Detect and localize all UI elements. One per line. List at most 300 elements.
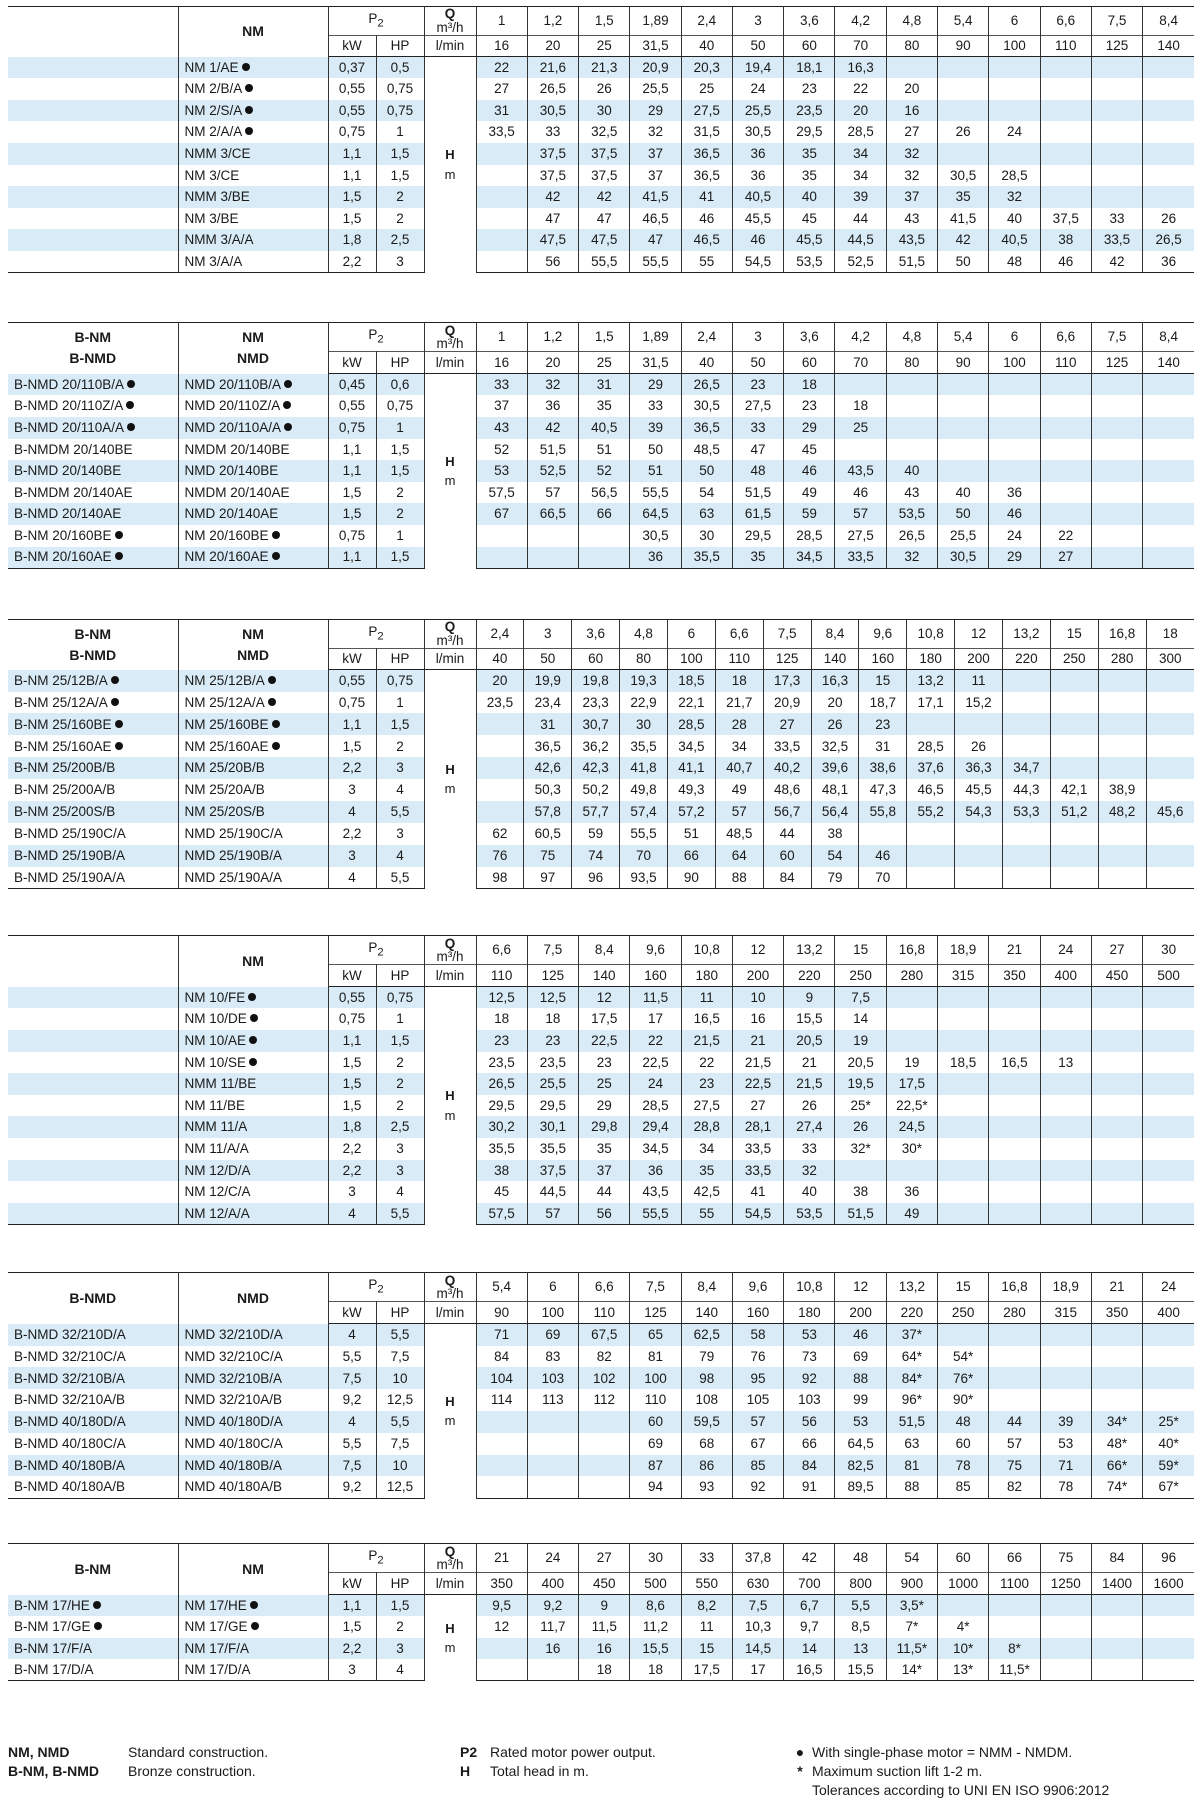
flow-lmin-value: 180 xyxy=(907,648,955,670)
head-value: 28,5 xyxy=(784,525,835,547)
head-value: 54 xyxy=(681,482,732,504)
column-header-q-m3h xyxy=(424,7,476,36)
head-value: 22,5 xyxy=(732,1073,783,1095)
head-value: 16 xyxy=(579,1638,630,1660)
flow-lmin-value: 200 xyxy=(835,1302,886,1324)
head-value xyxy=(1040,57,1091,79)
power-hp-cell: 2 xyxy=(376,735,424,757)
head-value: 25,5 xyxy=(630,78,681,100)
unit-hp: HP xyxy=(376,648,424,670)
head-value: 85 xyxy=(732,1455,783,1477)
head-value: 27,5 xyxy=(732,395,783,417)
head-value: 9 xyxy=(784,987,835,1009)
head-value: 50 xyxy=(681,460,732,482)
head-value: 37 xyxy=(579,1160,630,1182)
pump-row xyxy=(8,186,1194,208)
head-value: 43 xyxy=(476,417,527,439)
single-phase-dot-icon xyxy=(272,552,280,560)
model-name: NM 3/BE xyxy=(184,210,239,226)
model-bronze-cell xyxy=(8,713,178,735)
head-value xyxy=(1146,735,1194,757)
power-kw-cell: 0,55 xyxy=(328,78,376,100)
single-phase-dot-icon xyxy=(115,720,123,728)
pump-row xyxy=(8,1659,1194,1681)
head-value: 13 xyxy=(1040,1052,1091,1074)
head-value xyxy=(1040,1203,1091,1225)
head-value: 84 xyxy=(784,1455,835,1477)
head-value: 63 xyxy=(886,1433,937,1455)
head-value: 64* xyxy=(886,1346,937,1368)
flow-m3h-value: 84 xyxy=(1091,1544,1142,1573)
head-value: 34 xyxy=(835,165,886,187)
flow-m3h-value: 7,5 xyxy=(1091,323,1142,352)
unit-m: m xyxy=(444,1107,456,1123)
model-cell xyxy=(178,1659,328,1681)
head-value: 34,5 xyxy=(667,735,715,757)
head-value: 48 xyxy=(732,460,783,482)
flow-lmin-value: 50 xyxy=(732,352,783,374)
legend-text: Tolerances according to UNI EN ISO 9906:2012 xyxy=(812,1782,1110,1798)
head-value xyxy=(1143,165,1194,187)
head-value xyxy=(1040,78,1091,100)
head-value: 47 xyxy=(732,439,783,461)
model-bronze-cell xyxy=(8,1324,178,1346)
power-kw-cell: 1,1 xyxy=(328,713,376,735)
head-value: 20,3 xyxy=(681,57,732,79)
power-hp-cell: 1,5 xyxy=(376,439,424,461)
unit-lmin: l/min xyxy=(424,352,476,374)
model-bronze-cell xyxy=(8,165,178,187)
model-cell xyxy=(178,1411,328,1433)
head-value: 42 xyxy=(1091,251,1142,273)
flow-m3h-value: 75 xyxy=(1040,1544,1091,1573)
head-value xyxy=(1143,1008,1194,1030)
q-label: Q xyxy=(444,6,456,22)
flow-m3h-value: 4,8 xyxy=(886,7,937,36)
column-header-q-m3h xyxy=(424,936,476,965)
head-value: 11,7 xyxy=(527,1616,578,1638)
head-value: 46 xyxy=(989,503,1040,525)
header-row-flow-m3h xyxy=(8,1273,1194,1302)
head-value xyxy=(1143,525,1194,547)
head-value: 45,5 xyxy=(955,779,1003,801)
head-value: 81 xyxy=(630,1346,681,1368)
head-value: 23,4 xyxy=(524,692,572,714)
head-value: 40,2 xyxy=(763,757,811,779)
flow-lmin-value: 70 xyxy=(835,352,886,374)
unit-m: m xyxy=(444,1413,456,1429)
q-label: Q xyxy=(444,935,456,951)
legend-text: Rated motor power output. xyxy=(490,1744,656,1760)
performance-table xyxy=(8,1543,1194,1681)
performance-table xyxy=(8,322,1194,569)
flow-m3h-value: 6,6 xyxy=(1040,7,1091,36)
head-value xyxy=(476,801,524,823)
head-value: 46 xyxy=(859,845,907,867)
head-value: 18,5 xyxy=(938,1052,989,1074)
flow-lmin-value: 40 xyxy=(681,352,732,374)
head-value xyxy=(907,823,955,845)
column-header-model: NM xyxy=(178,936,328,987)
head-value: 78 xyxy=(938,1455,989,1477)
head-value: 31,5 xyxy=(681,121,732,143)
head-value: 23 xyxy=(784,78,835,100)
head-value xyxy=(476,1476,527,1498)
head-value xyxy=(476,1659,527,1681)
head-value xyxy=(938,1324,989,1346)
head-value: 34 xyxy=(835,143,886,165)
head-value xyxy=(938,1030,989,1052)
head-value: 46,5 xyxy=(907,779,955,801)
flow-lmin-value: 40 xyxy=(681,35,732,57)
head-value: 22 xyxy=(835,78,886,100)
flow-lmin-value: 125 xyxy=(1091,352,1142,374)
flow-m3h-value: 21 xyxy=(476,1544,527,1573)
model-name: NMD 32/210C/A xyxy=(184,1348,283,1364)
head-value: 75 xyxy=(524,845,572,867)
head-value xyxy=(1091,1116,1142,1138)
model-bronze-cell xyxy=(8,1346,178,1368)
single-phase-dot-icon xyxy=(283,401,291,409)
flow-m3h-value: 10,8 xyxy=(907,620,955,649)
header-row-flow-m3h xyxy=(8,936,1194,965)
q-label: Q xyxy=(444,322,456,338)
head-value: 60 xyxy=(763,845,811,867)
flow-m3h-value: 48 xyxy=(835,1544,886,1573)
model-name: NMD 20/110Z/A xyxy=(184,398,281,414)
power-kw-cell: 0,55 xyxy=(328,395,376,417)
head-value: 42,1 xyxy=(1050,779,1098,801)
flow-m3h-value: 8,4 xyxy=(681,1273,732,1302)
head-h-label xyxy=(424,1595,476,1681)
power-hp-cell: 1,5 xyxy=(376,713,424,735)
pump-row xyxy=(8,1595,1194,1617)
flow-m3h-value: 42 xyxy=(784,1544,835,1573)
head-value: 71 xyxy=(476,1324,527,1346)
head-value: 28,5 xyxy=(630,1095,681,1117)
unit-m: m xyxy=(444,781,456,797)
flow-m3h-value: 3,6 xyxy=(784,323,835,352)
head-value xyxy=(1143,1203,1194,1225)
head-value xyxy=(1091,1052,1142,1074)
power-hp-cell: 7,5 xyxy=(376,1346,424,1368)
model-bronze-cell xyxy=(8,735,178,757)
model-bronze-name: B-NMD 32/210D/A xyxy=(14,1326,126,1342)
pump-row xyxy=(8,374,1194,396)
model-name: NM 25/20S/B xyxy=(184,804,265,820)
head-value: 30,7 xyxy=(572,713,620,735)
single-phase-dot-icon xyxy=(127,423,135,431)
head-value: 57,8 xyxy=(524,801,572,823)
head-value xyxy=(1098,670,1146,692)
head-value: 51 xyxy=(630,460,681,482)
head-value xyxy=(1040,165,1091,187)
flow-lmin-value: 400 xyxy=(1040,965,1091,987)
model-bronze-name: B-NM 25/200S/B xyxy=(14,804,116,820)
flow-m3h-value: 2,4 xyxy=(681,323,732,352)
head-value xyxy=(476,547,527,569)
head-value: 55,5 xyxy=(630,251,681,273)
head-value: 37,6 xyxy=(907,757,955,779)
model-bronze-name: B-NM 17/F/A xyxy=(14,1640,93,1656)
model-bronze-cell xyxy=(8,1073,178,1095)
head-value: 53,3 xyxy=(1002,801,1050,823)
head-value: 16,5 xyxy=(989,1052,1040,1074)
head-value xyxy=(989,78,1040,100)
power-hp-cell: 1,5 xyxy=(376,1595,424,1617)
head-value: 21 xyxy=(732,1030,783,1052)
head-value: 35,5 xyxy=(681,547,732,569)
head-value: 53 xyxy=(835,1411,886,1433)
head-value: 22 xyxy=(630,1030,681,1052)
flow-m3h-value: 10,8 xyxy=(681,936,732,965)
head-value xyxy=(1091,1073,1142,1095)
flow-m3h-value: 6 xyxy=(667,620,715,649)
model-bronze-cell xyxy=(8,143,178,165)
column-header-p2 xyxy=(328,7,424,36)
head-value: 69 xyxy=(630,1433,681,1455)
head-value xyxy=(1040,121,1091,143)
flow-m3h-value: 18 xyxy=(1146,620,1194,649)
head-value: 11,5 xyxy=(630,987,681,1009)
head-value: 42 xyxy=(938,229,989,251)
head-value: 9 xyxy=(579,1595,630,1617)
flow-lmin-value: 315 xyxy=(938,965,989,987)
head-value: 21,5 xyxy=(732,1052,783,1074)
head-value xyxy=(1040,1138,1091,1160)
head-value: 30,1 xyxy=(527,1116,578,1138)
single-phase-dot-icon xyxy=(111,698,119,706)
head-value: 34 xyxy=(681,1138,732,1160)
flow-m3h-value: 27 xyxy=(1091,936,1142,965)
flow-m3h-value: 2,4 xyxy=(681,7,732,36)
legend-text: Total head in m. xyxy=(490,1763,589,1779)
flow-m3h-value: 21 xyxy=(989,936,1040,965)
column-header-model-bronze xyxy=(8,7,178,57)
flow-lmin-value: 50 xyxy=(732,35,783,57)
power-kw-cell: 0,55 xyxy=(328,100,376,122)
head-value xyxy=(989,1324,1040,1346)
head-value: 19,8 xyxy=(572,670,620,692)
head-value xyxy=(989,439,1040,461)
head-value xyxy=(907,845,955,867)
power-kw-cell: 4 xyxy=(328,1324,376,1346)
flow-m3h-value: 2,4 xyxy=(476,620,524,649)
head-value: 49,3 xyxy=(667,779,715,801)
power-kw-cell: 1,5 xyxy=(328,735,376,757)
power-hp-cell: 7,5 xyxy=(376,1433,424,1455)
column-header-model: NM NMD xyxy=(178,620,328,670)
model-bronze-cell xyxy=(8,1367,178,1389)
head-value xyxy=(1091,1367,1142,1389)
unit-kw: kW xyxy=(328,352,376,374)
model-cell xyxy=(178,121,328,143)
head-value: 11,5* xyxy=(989,1659,1040,1681)
head-value: 81 xyxy=(886,1455,937,1477)
head-value: 48,5 xyxy=(715,823,763,845)
flow-lmin-value: 450 xyxy=(579,1573,630,1595)
model-name: NMD 40/180A/B xyxy=(184,1479,283,1495)
model-name: NMM 3/CE xyxy=(184,146,251,162)
model-name: NMD 25/190C/A xyxy=(184,826,283,842)
head-value: 25* xyxy=(835,1095,886,1117)
head-value: 47,5 xyxy=(527,229,578,251)
head-value: 10 xyxy=(732,987,783,1009)
single-phase-dot-icon xyxy=(268,676,276,684)
head-value xyxy=(1040,1324,1091,1346)
head-value: 16 xyxy=(527,1638,578,1660)
head-value: 37 xyxy=(630,165,681,187)
head-value: 41 xyxy=(681,186,732,208)
head-value xyxy=(1040,1181,1091,1203)
head-value: 52 xyxy=(476,439,527,461)
head-value xyxy=(527,525,578,547)
head-value: 5,5 xyxy=(835,1595,886,1617)
flow-m3h-value: 1,89 xyxy=(630,7,681,36)
flow-lmin-value: 315 xyxy=(1040,1302,1091,1324)
head-value: 41,1 xyxy=(667,757,715,779)
head-value: 33,5 xyxy=(1091,229,1142,251)
head-value xyxy=(989,1073,1040,1095)
model-name: NM 17/D/A xyxy=(184,1662,251,1678)
head-value: 40 xyxy=(784,1181,835,1203)
head-value xyxy=(938,417,989,439)
head-value: 21 xyxy=(784,1052,835,1074)
head-value xyxy=(1040,987,1091,1009)
head-value xyxy=(1143,1095,1194,1117)
head-value: 47,3 xyxy=(859,779,907,801)
q-label: Q xyxy=(444,1543,456,1559)
head-value xyxy=(1050,845,1098,867)
model-bronze-cell xyxy=(8,1433,178,1455)
head-value xyxy=(938,100,989,122)
head-value xyxy=(1098,867,1146,889)
power-kw-cell: 1,5 xyxy=(328,1052,376,1074)
head-h-label xyxy=(424,987,476,1225)
model-cell xyxy=(178,208,328,230)
head-value xyxy=(989,1030,1040,1052)
flow-lmin-value: 16 xyxy=(476,352,527,374)
p2-subscript: 2 xyxy=(377,333,384,346)
model-cell xyxy=(178,1138,328,1160)
head-value: 50,3 xyxy=(524,779,572,801)
flow-m3h-value: 13,2 xyxy=(784,936,835,965)
power-kw-cell: 1,5 xyxy=(328,208,376,230)
head-value: 57 xyxy=(527,482,578,504)
model-bronze-name: B-NMD 40/180C/A xyxy=(14,1435,126,1451)
head-value: 38,9 xyxy=(1098,779,1146,801)
single-phase-dot-icon xyxy=(245,84,253,92)
flow-lmin-value: 800 xyxy=(835,1573,886,1595)
head-value: 92 xyxy=(732,1476,783,1498)
pump-row xyxy=(8,867,1194,889)
head-value xyxy=(1040,460,1091,482)
head-value: 42 xyxy=(579,186,630,208)
power-kw-cell: 2,2 xyxy=(328,1638,376,1660)
head-value xyxy=(1143,547,1194,569)
head-value: 44,3 xyxy=(1002,779,1050,801)
head-value xyxy=(989,1389,1040,1411)
model-name: NMD 20/110A/A xyxy=(184,420,282,436)
head-value: 36,2 xyxy=(572,735,620,757)
head-value xyxy=(1143,186,1194,208)
model-bronze-cell xyxy=(8,1389,178,1411)
pump-row xyxy=(8,692,1194,714)
flow-m3h-value: 24 xyxy=(1143,1273,1194,1302)
head-value: 26 xyxy=(1161,210,1177,226)
model-name: NMD 20/140AE xyxy=(184,506,279,522)
model-bronze-cell xyxy=(8,845,178,867)
model-bronze-name: B-NMD 20/110Z/A xyxy=(14,398,124,414)
column-header-q-m3h xyxy=(424,620,476,649)
model-name: NMD 32/210D/A xyxy=(184,1326,283,1342)
head-value: 38 xyxy=(811,823,859,845)
model-bronze-cell xyxy=(8,57,178,79)
flow-lmin-value: 80 xyxy=(886,35,937,57)
head-value: 41,8 xyxy=(620,757,668,779)
head-value: 40 xyxy=(784,186,835,208)
flow-lmin-value: 20 xyxy=(527,35,578,57)
model-bronze-name: B-NMD 20/140BE xyxy=(14,463,122,479)
head-value xyxy=(989,1138,1040,1160)
head-value: 54,5 xyxy=(732,251,783,273)
head-value xyxy=(1091,525,1142,547)
power-hp-cell: 3 xyxy=(376,1138,424,1160)
head-value: 17 xyxy=(732,1659,783,1681)
column-header-model: NMD xyxy=(178,1273,328,1324)
head-value xyxy=(989,1346,1040,1368)
pump-row xyxy=(8,987,1194,1009)
head-value: 55,5 xyxy=(630,1203,681,1225)
legend-text: With single-phase motor = NMM - NMDM. xyxy=(812,1744,1073,1760)
head-value: 17,1 xyxy=(907,692,955,714)
model-name: NM 25/160AE xyxy=(184,738,269,754)
head-value: 26,5 xyxy=(476,1073,527,1095)
head-value: 22,9 xyxy=(620,692,668,714)
head-value: 60,5 xyxy=(524,823,572,845)
head-value: 8,2 xyxy=(681,1595,732,1617)
model-bronze-cell xyxy=(8,208,178,230)
model-cell xyxy=(178,525,328,547)
flow-m3h-value: 7,5 xyxy=(527,936,578,965)
model-cell xyxy=(178,670,328,692)
model-bronze-name: B-NMD 25/190B/A xyxy=(14,847,126,863)
unit-kw: kW xyxy=(328,1302,376,1324)
column-header-p2 xyxy=(328,936,424,965)
single-phase-dot-icon xyxy=(250,1014,258,1022)
head-value: 23 xyxy=(784,395,835,417)
model-cell xyxy=(178,779,328,801)
head-value: 59 xyxy=(572,823,620,845)
head-value: 36,3 xyxy=(955,757,1003,779)
head-value: 53 xyxy=(476,460,527,482)
head-value: 12,5 xyxy=(476,987,527,1009)
model-bronze-name: B-NM 25/12B/A xyxy=(14,672,108,688)
legend xyxy=(8,1743,1194,1813)
model-name: NM 2/S/A xyxy=(184,102,243,118)
head-value: 70 xyxy=(859,867,907,889)
model-bronze-cell xyxy=(8,1138,178,1160)
pump-row xyxy=(8,845,1194,867)
legend-text: Bronze construction. xyxy=(128,1763,256,1779)
head-value: 54,3 xyxy=(955,801,1003,823)
pump-row xyxy=(8,165,1194,187)
head-value xyxy=(1143,460,1194,482)
flow-m3h-value: 5,4 xyxy=(938,7,989,36)
head-value: 28,5 xyxy=(989,165,1040,187)
head-value: 21,5 xyxy=(681,1030,732,1052)
head-value: 30,5 xyxy=(681,395,732,417)
